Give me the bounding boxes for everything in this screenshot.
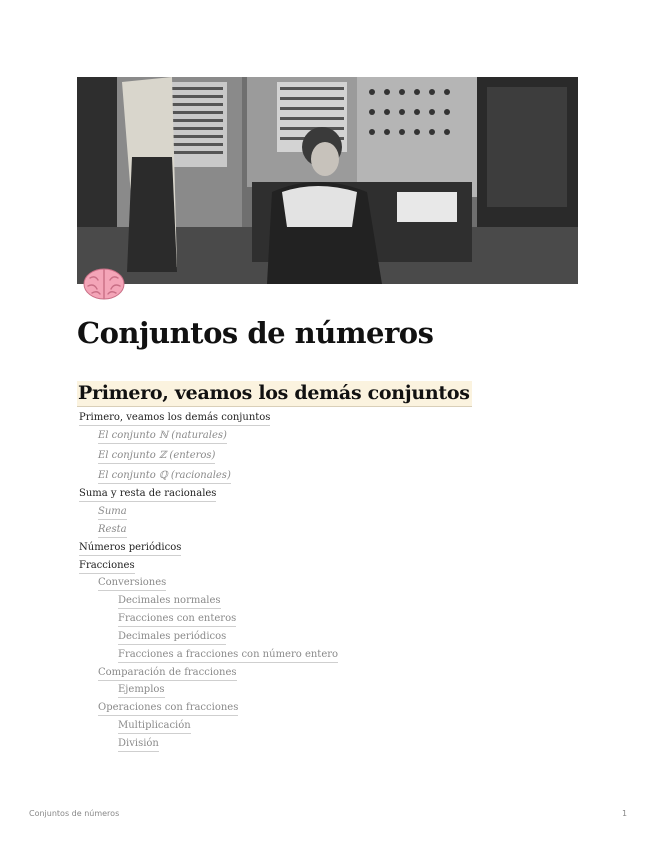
toc-item-numeros-periodicos[interactable]: Números periódicos	[79, 542, 181, 556]
toc-item-multiplicacion[interactable]: Multiplicación	[118, 720, 191, 734]
toc-item-decimales-periodicos[interactable]: Decimales periódicos	[118, 631, 226, 645]
toc-item-ejemplos[interactable]: Ejemplos	[118, 684, 165, 698]
toc-item-resta[interactable]: Resta	[98, 524, 127, 538]
toc-item-operaciones[interactable]: Operaciones con fracciones	[98, 702, 238, 716]
toc-item-suma-y-resta[interactable]: Suma y resta de racionales	[79, 488, 216, 502]
toc-item-fracciones[interactable]: Fracciones	[79, 560, 135, 574]
toc-item-fracciones-con-enteros[interactable]: Fracciones con enteros	[118, 613, 236, 627]
toc-item-primero-veamos[interactable]: Primero, veamos los demás conjuntos	[79, 412, 270, 426]
toc-item-suma[interactable]: Suma	[98, 506, 127, 520]
toc-item-conversiones[interactable]: Conversiones	[98, 577, 166, 591]
toc-item-comparacion[interactable]: Comparación de fracciones	[98, 667, 237, 681]
section-heading: Primero, veamos los demás conjuntos	[77, 381, 472, 407]
page-title: Conjuntos de números	[77, 316, 434, 350]
toc-item-decimales-normales[interactable]: Decimales normales	[118, 595, 221, 609]
footer-page-number: 1	[622, 809, 628, 818]
footer-title: Conjuntos de números	[29, 809, 120, 818]
toc-item-fracciones-a-fracciones[interactable]: Fracciones a fracciones con número entero	[118, 649, 338, 663]
toc-item-conjunto-enteros[interactable]: El conjunto ℤ (enteros)	[98, 450, 215, 464]
toc-item-division[interactable]: División	[118, 738, 159, 752]
toc-item-conjunto-naturales[interactable]: El conjunto ℕ (naturales)	[98, 430, 227, 444]
toc-item-conjunto-racionales[interactable]: El conjunto ℚ (racionales)	[98, 470, 231, 484]
